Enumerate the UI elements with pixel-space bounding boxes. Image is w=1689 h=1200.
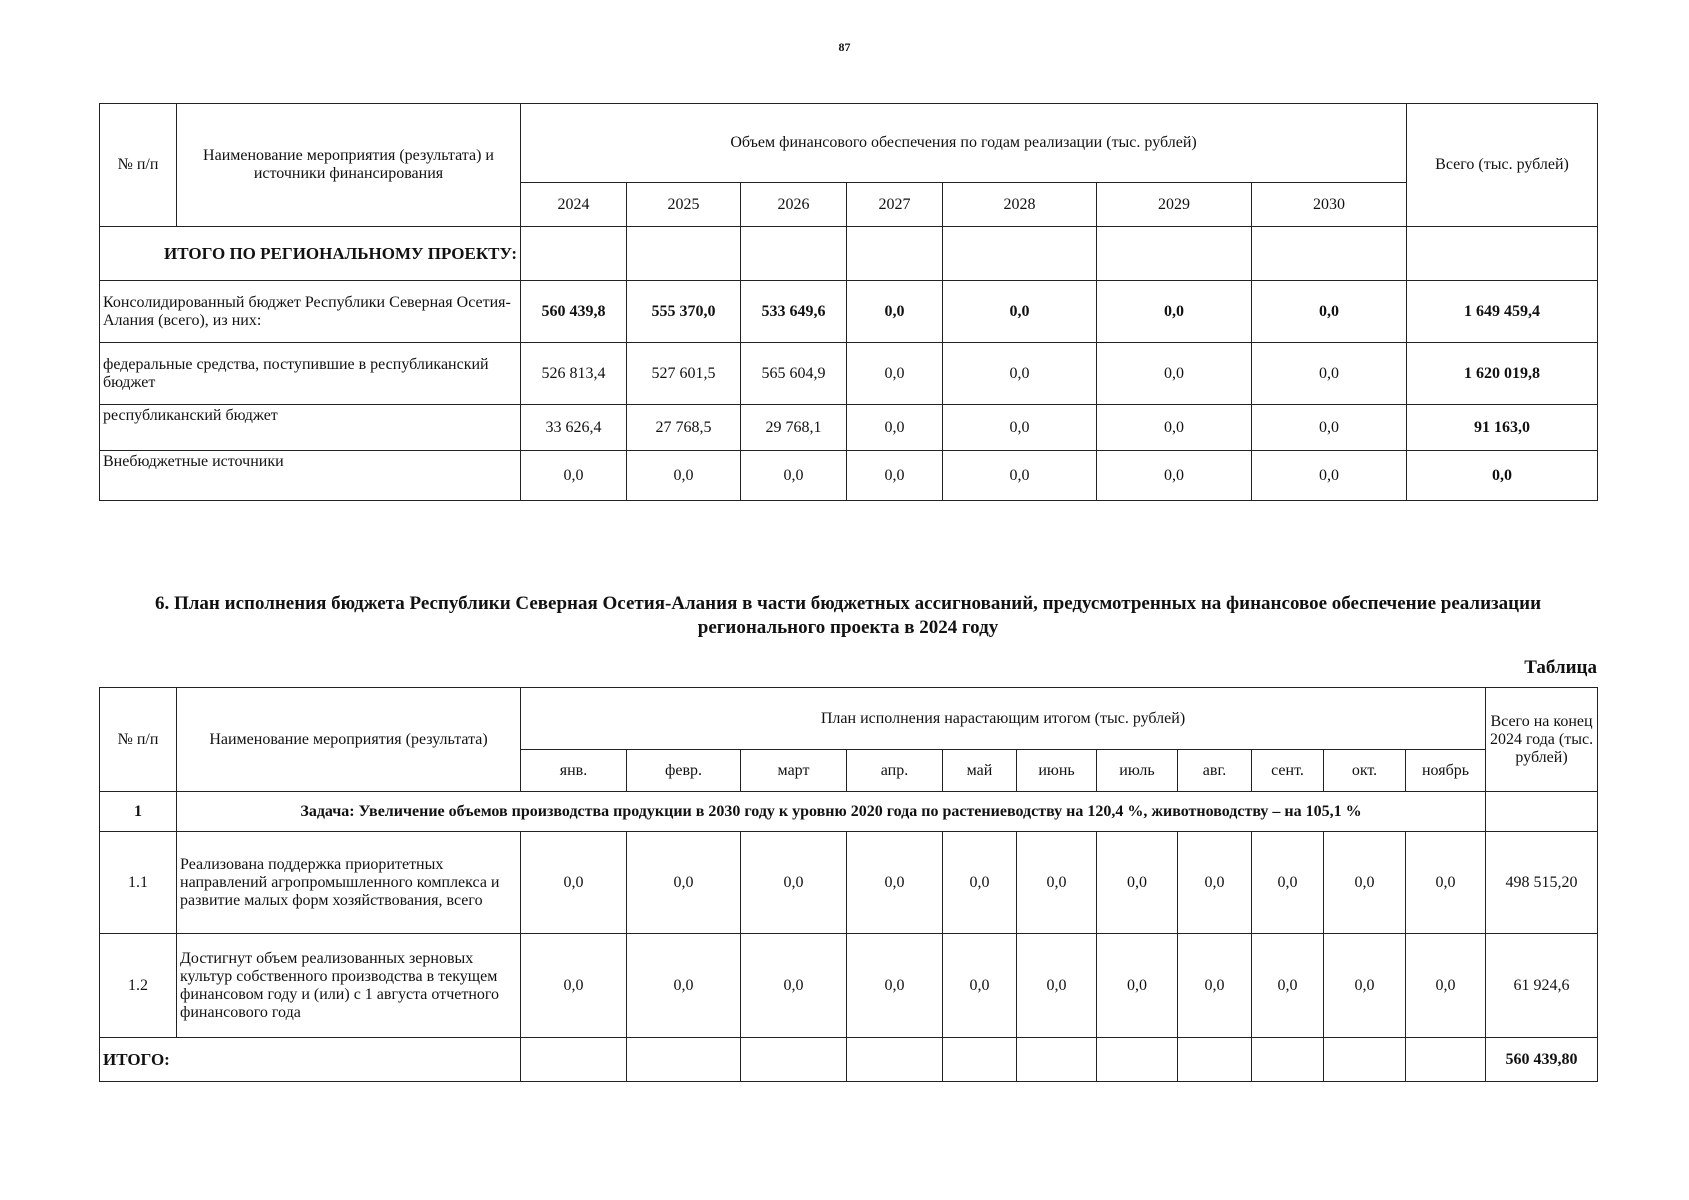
row-total: 1 649 459,4 <box>1407 281 1598 343</box>
row-total: 61 924,6 <box>1486 934 1598 1038</box>
year-header: 2027 <box>847 183 943 227</box>
month-header: апр. <box>847 750 943 792</box>
year-value: 0,0 <box>521 451 627 501</box>
year-value: 0,0 <box>943 281 1097 343</box>
month-value: 0,0 <box>521 832 627 934</box>
grand-total: 560 439,80 <box>1486 1038 1598 1082</box>
year-header: 2026 <box>741 183 847 227</box>
month-value: 0,0 <box>1406 934 1486 1038</box>
month-header: февр. <box>627 750 741 792</box>
table-row <box>100 405 1598 451</box>
row-num: 1.2 <box>100 934 177 1038</box>
year-header: 2030 <box>1252 183 1407 227</box>
task-num: 1 <box>100 792 177 832</box>
row-total: 498 515,20 <box>1486 832 1598 934</box>
year-value: 0,0 <box>847 281 943 343</box>
year-value: 29 768,1 <box>741 405 847 451</box>
year-value: 565 604,9 <box>741 343 847 405</box>
table-row <box>100 343 1598 405</box>
page-number: 87 <box>838 40 851 54</box>
total-row <box>100 1038 1598 1082</box>
year-value: 0,0 <box>1252 451 1407 501</box>
year-value: 555 370,0 <box>627 281 741 343</box>
year-value: 0,0 <box>943 343 1097 405</box>
month-header: ноябрь <box>1406 750 1486 792</box>
year-value: 0,0 <box>847 405 943 451</box>
month-value: 0,0 <box>847 832 943 934</box>
month-value: 0,0 <box>741 832 847 934</box>
year-value: 0,0 <box>1097 451 1252 501</box>
row-total: 91 163,0 <box>1407 405 1598 451</box>
month-value: 0,0 <box>741 934 847 1038</box>
month-value: 0,0 <box>1178 934 1252 1038</box>
row-total: 0,0 <box>1407 451 1598 501</box>
year-value: 527 601,5 <box>627 343 741 405</box>
table-row <box>100 832 1598 934</box>
month-header: окт. <box>1324 750 1406 792</box>
year-header: 2024 <box>521 183 627 227</box>
col-header-num: № п/п <box>100 104 177 227</box>
month-value: 0,0 <box>1324 934 1406 1038</box>
regional-project-total-title: ИТОГО ПО РЕГИОНАЛЬНОМУ ПРОЕКТУ: <box>100 227 521 281</box>
month-value: 0,0 <box>521 934 627 1038</box>
row-total: 1 620 019,8 <box>1407 343 1598 405</box>
year-header: 2029 <box>1097 183 1252 227</box>
col-header-name: Наименование мероприятия (результата) <box>177 688 521 792</box>
year-value: 33 626,4 <box>521 405 627 451</box>
month-header: июнь <box>1017 750 1097 792</box>
year-header: 2025 <box>627 183 741 227</box>
total-label: ИТОГО: <box>100 1038 521 1082</box>
source-name: федеральные средства, поступившие в республиканский бюджет <box>100 343 521 405</box>
activity-name: Реализована поддержка приоритетных направлений агропромышленного комплекса и развитие малых форм хозяйствования, всего <box>177 832 521 934</box>
year-value: 0,0 <box>847 451 943 501</box>
month-value: 0,0 <box>627 832 741 934</box>
col-header-name: Наименование мероприятия (результата) и источники финансирования <box>177 104 521 227</box>
table-row <box>100 934 1598 1038</box>
month-value: 0,0 <box>847 934 943 1038</box>
month-header: янв. <box>521 750 627 792</box>
month-value: 0,0 <box>1406 832 1486 934</box>
year-header: 2028 <box>943 183 1097 227</box>
task-text: Задача: Увеличение объемов производства продукции в 2030 году к уровню 2020 года по растениеводству на 120,4 %, животноводству – на 105,1 % <box>177 792 1486 832</box>
source-name: республиканский бюджет <box>100 405 521 451</box>
month-header: июль <box>1097 750 1178 792</box>
col-header-total: Всего на конец 2024 года (тыс. рублей) <box>1486 688 1598 792</box>
year-value: 526 813,4 <box>521 343 627 405</box>
year-value: 560 439,8 <box>521 281 627 343</box>
month-value: 0,0 <box>1017 934 1097 1038</box>
year-value: 0,0 <box>943 405 1097 451</box>
month-value: 0,0 <box>1097 934 1178 1038</box>
financing-table <box>99 103 1598 501</box>
activity-name: Достигнут объем реализованных зерновых культур собственного производства в текущем финансовом году и (или) с 1 августа отчетного финансового года <box>177 934 521 1038</box>
month-value: 0,0 <box>1252 832 1324 934</box>
year-value: 0,0 <box>1097 281 1252 343</box>
month-value: 0,0 <box>943 934 1017 1038</box>
year-value: 0,0 <box>943 451 1097 501</box>
year-value: 0,0 <box>1097 343 1252 405</box>
month-value: 0,0 <box>1097 832 1178 934</box>
row-num: 1.1 <box>100 832 177 934</box>
year-value: 0,0 <box>1252 281 1407 343</box>
year-value: 0,0 <box>627 451 741 501</box>
table-row <box>100 281 1598 343</box>
month-value: 0,0 <box>943 832 1017 934</box>
month-value: 0,0 <box>1178 832 1252 934</box>
col-header-months-group: План исполнения нарастающим итогом (тыс. рублей) <box>521 688 1486 750</box>
table-label: Таблица <box>1524 657 1597 678</box>
month-value: 0,0 <box>1252 934 1324 1038</box>
year-value: 0,0 <box>741 451 847 501</box>
table-row <box>100 451 1598 501</box>
year-value: 533 649,6 <box>741 281 847 343</box>
budget-execution-plan-table <box>99 687 1598 1082</box>
month-header: март <box>741 750 847 792</box>
month-header: авг. <box>1178 750 1252 792</box>
year-value: 0,0 <box>847 343 943 405</box>
col-header-num: № п/п <box>100 688 177 792</box>
month-header: май <box>943 750 1017 792</box>
month-header: сент. <box>1252 750 1324 792</box>
month-value: 0,0 <box>1017 832 1097 934</box>
col-header-total: Всего (тыс. рублей) <box>1407 104 1598 227</box>
month-value: 0,0 <box>1324 832 1406 934</box>
year-value: 0,0 <box>1252 343 1407 405</box>
year-value: 27 768,5 <box>627 405 741 451</box>
year-value: 0,0 <box>1097 405 1252 451</box>
col-header-years-group: Объем финансового обеспечения по годам реализации (тыс. рублей) <box>521 104 1407 183</box>
source-name: Консолидированный бюджет Республики Северная Осетия-Алания (всего), из них: <box>100 281 521 343</box>
year-value: 0,0 <box>1252 405 1407 451</box>
source-name: Внебюджетные источники <box>100 451 521 501</box>
section-6-title: 6. План исполнения бюджета Республики Северная Осетия-Алания в части бюджетных ассигнований, предусмотренных на финансовое обеспечение реализации регионального проекта в 2024 году <box>154 593 1542 638</box>
month-value: 0,0 <box>627 934 741 1038</box>
